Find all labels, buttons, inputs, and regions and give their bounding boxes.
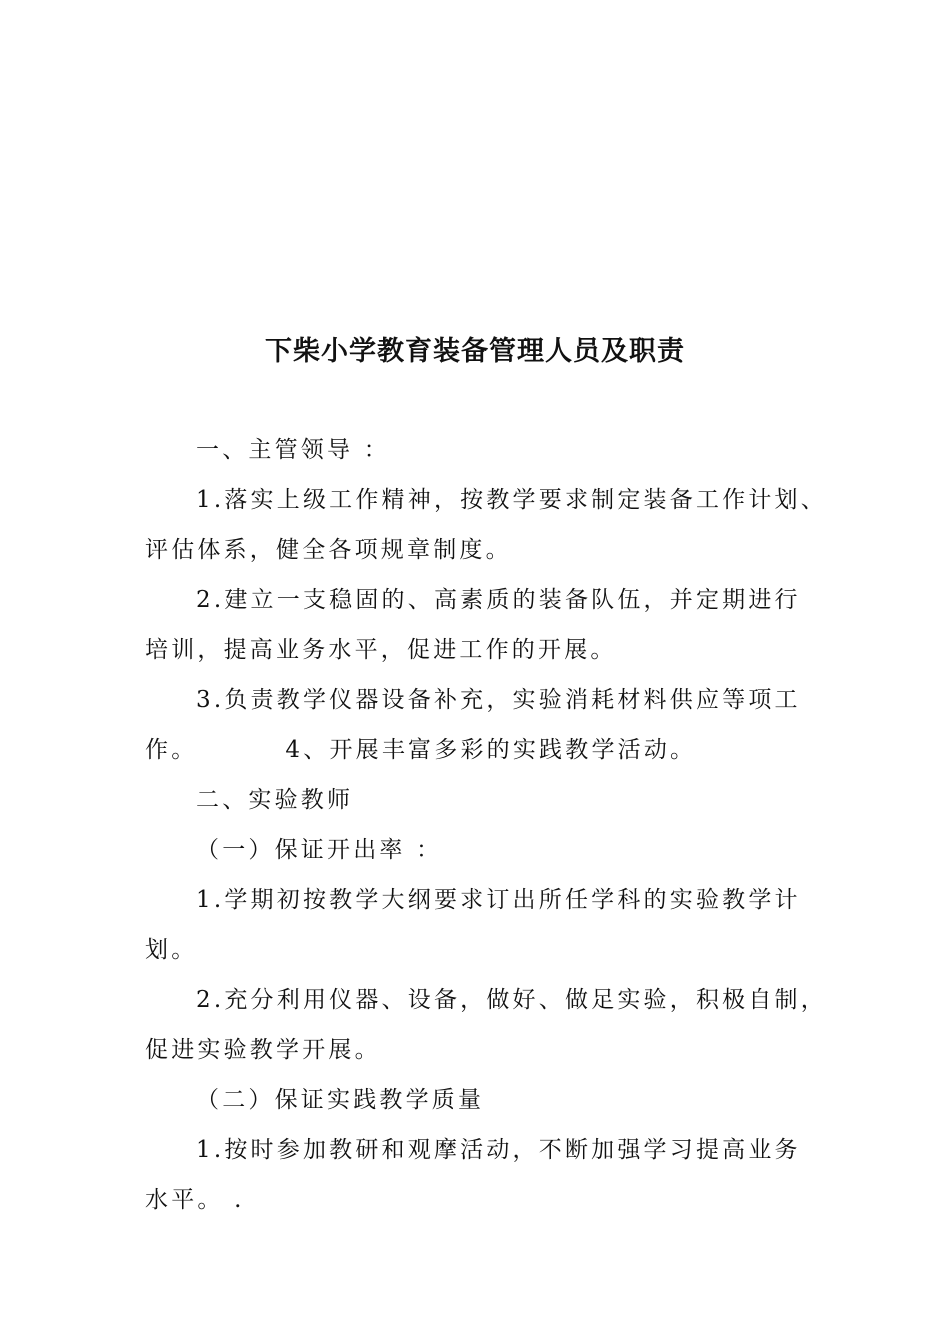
paragraph-line: 1.落实上级工作精神，按教学要求制定装备工作计划、: [196, 487, 827, 513]
paragraph-fragment: 4、开展丰富多彩的实践教学活动。: [285, 737, 697, 763]
paragraph-line: 评估体系，健全各项规章制度。: [145, 537, 512, 563]
subsection-heading: （一）保证开出率 ：: [196, 837, 443, 863]
subsection-heading: （二）保证实践教学质量: [196, 1087, 485, 1113]
paragraph-line: [145, 732, 696, 768]
paragraph-line: 1.按时参加教研和观摩活动，不断加强学习提高业务: [196, 1137, 801, 1163]
paragraph-line: 1.学期初按教学大纲要求订出所任学科的实验教学计: [196, 887, 801, 913]
document-title: 下柴小学教育装备管理人员及职责: [265, 336, 685, 367]
section-heading-leader: 一、主管领导 ：: [196, 437, 390, 463]
paragraph-line: 2.充分利用仪器、设备，做好、做足实验，积极自制，: [196, 987, 827, 1013]
paragraph-line: 水平。 .: [145, 1187, 245, 1213]
paragraph-fragment: 作。: [145, 737, 198, 763]
paragraph-line: 促进实验教学开展。: [145, 1037, 381, 1063]
section-heading-teacher: 二、实验教师: [196, 787, 354, 813]
paragraph-line: 2.建立一支稳固的、高素质的装备队伍，并定期进行: [196, 587, 801, 613]
paragraph-line: 培训，提高业务水平，促进工作的开展。: [145, 637, 617, 663]
paragraph-line: 划。: [145, 937, 198, 963]
paragraph-line: 3.负责教学仪器设备补充，实验消耗材料供应等项工: [196, 687, 801, 713]
